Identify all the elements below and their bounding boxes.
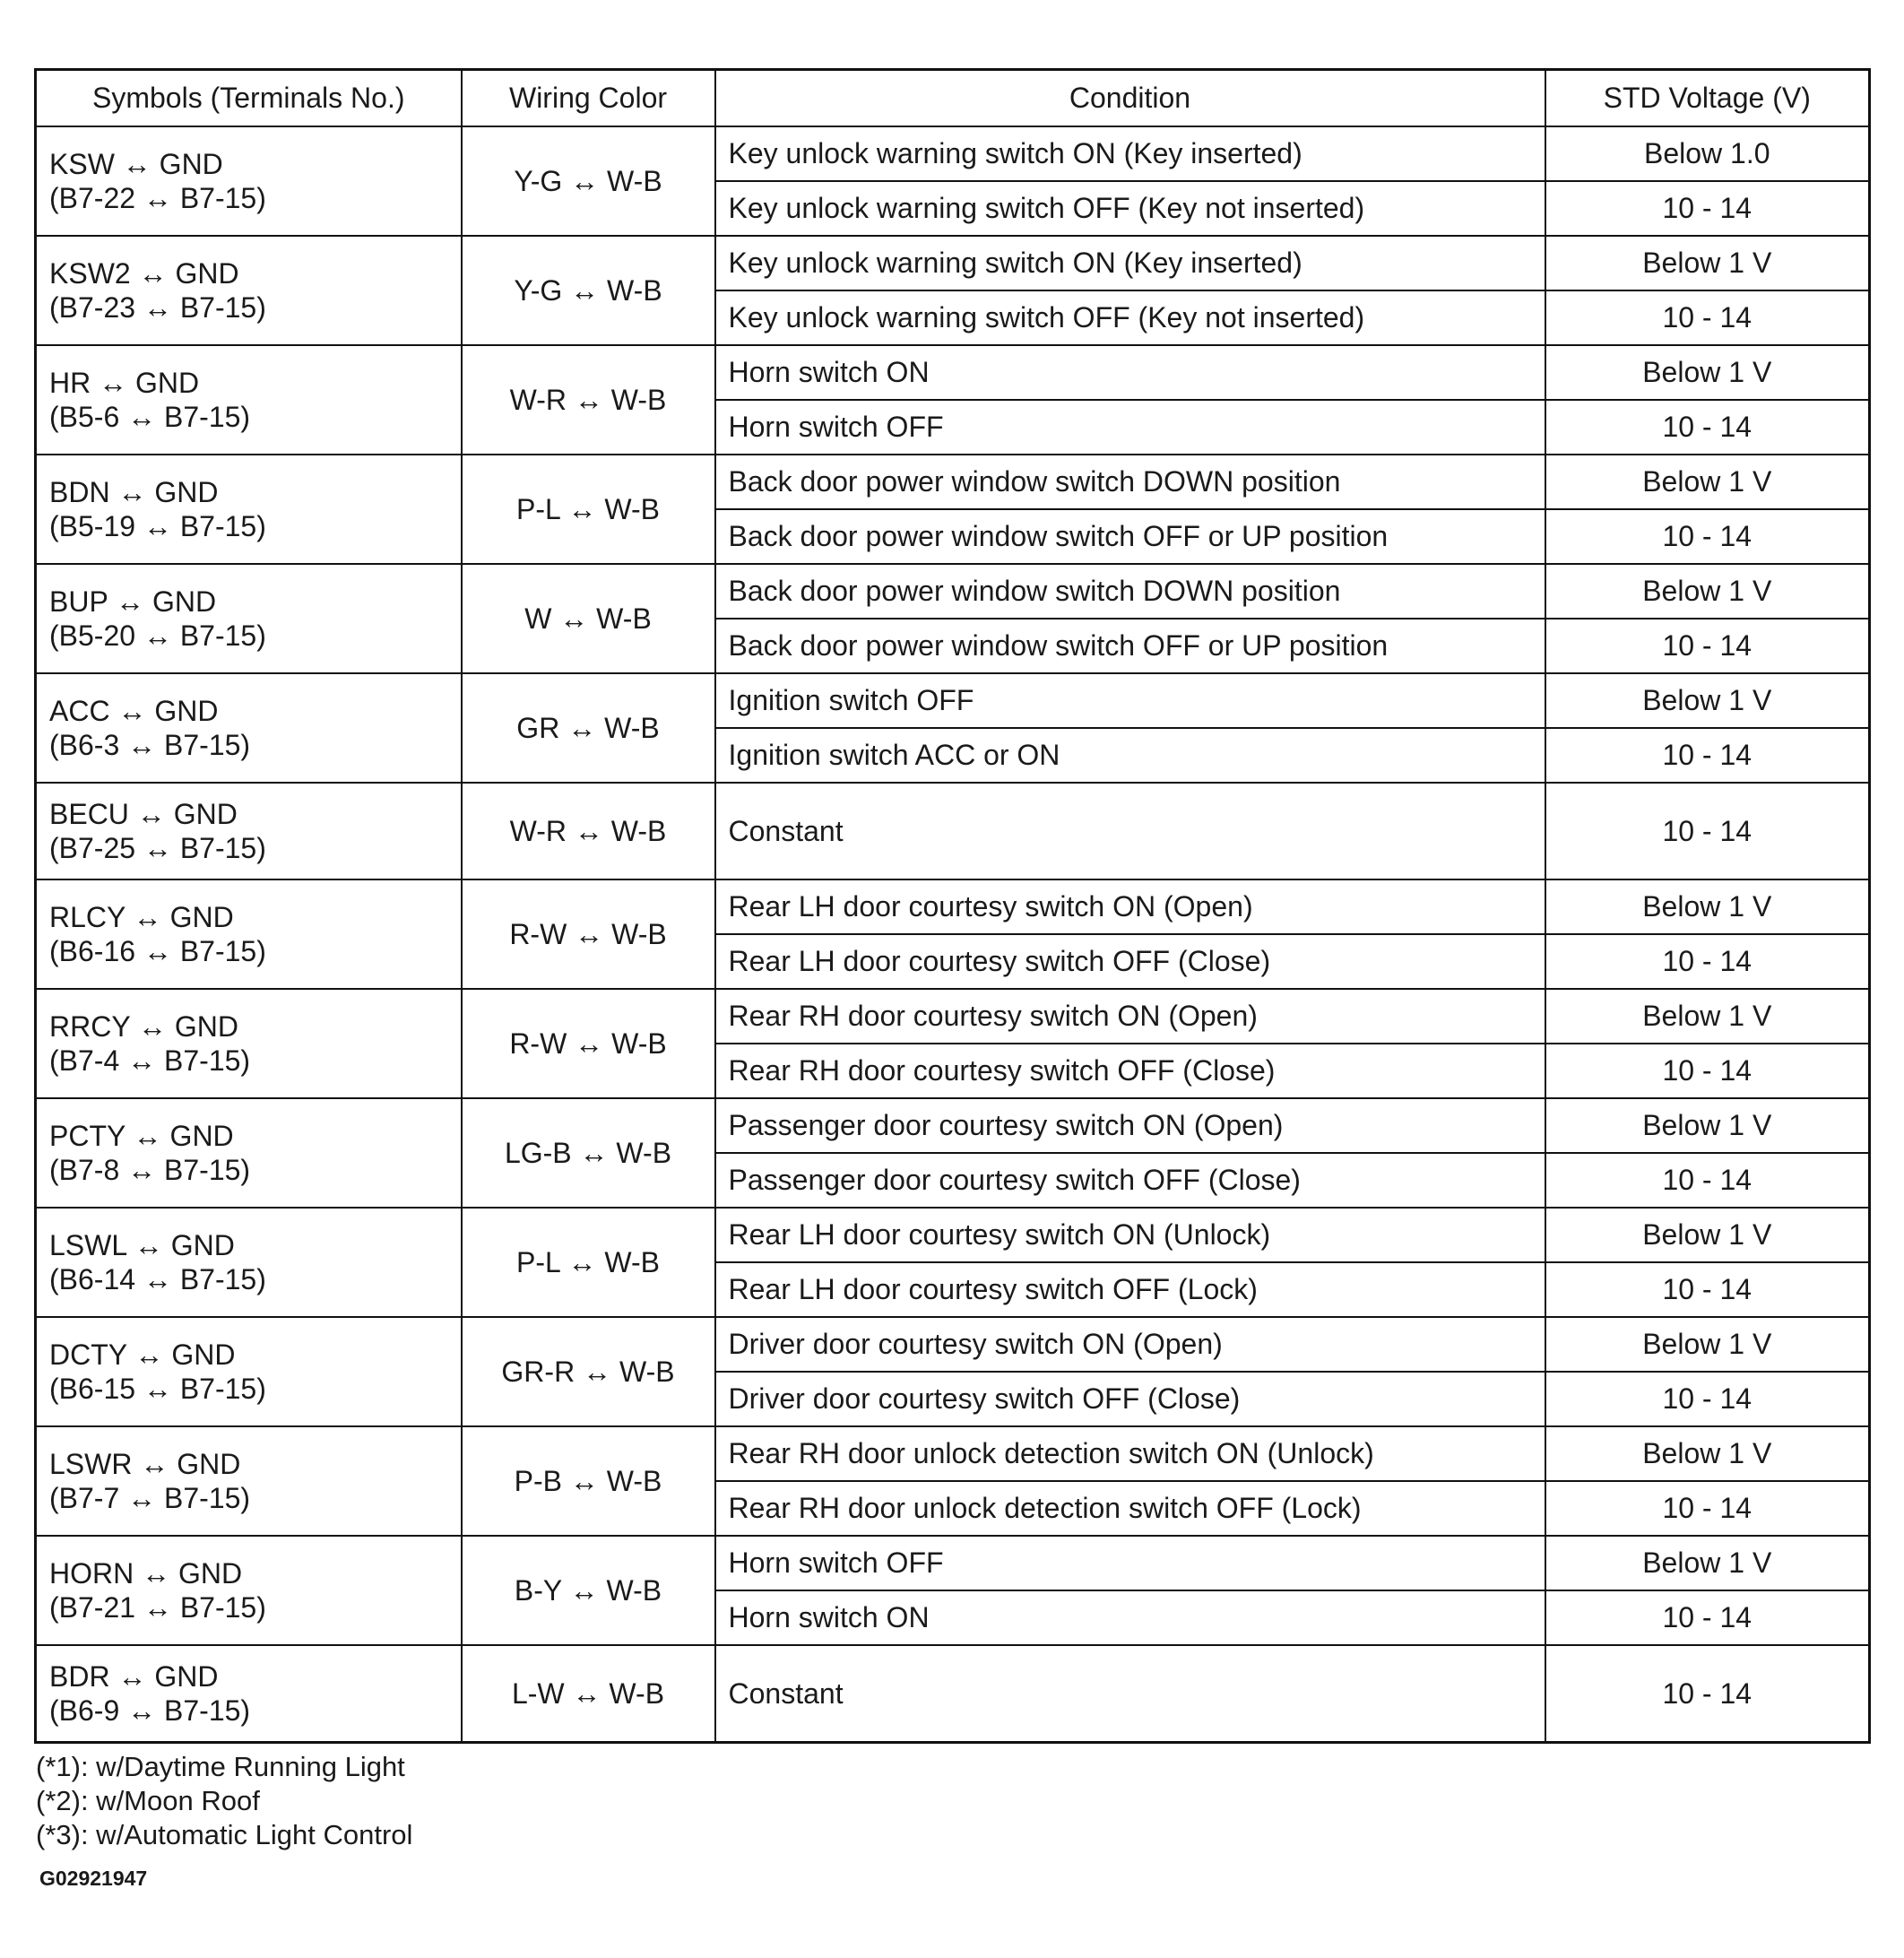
footnote: (*1): w/Daytime Running Light bbox=[36, 1751, 405, 1782]
wiring-color-cell: R-W ↔ W-B bbox=[462, 879, 715, 989]
voltage-cell: Below 1 V bbox=[1545, 673, 1870, 728]
voltage-cell: Below 1 V bbox=[1545, 236, 1870, 290]
condition-cell: Back door power window switch OFF or UP position bbox=[715, 619, 1545, 673]
voltage-cell: 10 - 14 bbox=[1545, 619, 1870, 673]
condition-cell: Driver door courtesy switch OFF (Close) bbox=[715, 1372, 1545, 1426]
condition-cell: Horn switch ON bbox=[715, 1590, 1545, 1645]
voltage-cell: 10 - 14 bbox=[1545, 400, 1870, 455]
symbol-name: KSW ↔ GND bbox=[49, 147, 223, 180]
symbol-name: HR ↔ GND bbox=[49, 366, 200, 399]
condition-cell: Rear RH door unlock detection switch ON (Unlock) bbox=[715, 1426, 1545, 1481]
symbol-cell bbox=[36, 1208, 462, 1317]
symbol-name: RLCY ↔ GND bbox=[49, 900, 234, 933]
voltage-cell: Below 1 V bbox=[1545, 455, 1870, 509]
voltage-cell: 10 - 14 bbox=[1545, 509, 1870, 564]
symbol-name: RRCY ↔ GND bbox=[49, 1009, 238, 1043]
wiring-color-cell: L-W ↔ W-B bbox=[462, 1645, 715, 1743]
table-header-row bbox=[36, 70, 1870, 127]
condition-cell: Rear LH door courtesy switch ON (Unlock) bbox=[715, 1208, 1545, 1262]
terminal-numbers: (B7-21 ↔ B7-15) bbox=[49, 1591, 266, 1624]
condition-cell: Back door power window switch DOWN position bbox=[715, 455, 1545, 509]
symbol-name: BECU ↔ GND bbox=[49, 797, 238, 830]
symbol-cell bbox=[36, 783, 462, 879]
header-symbols: Symbols (Terminals No.) bbox=[36, 70, 462, 127]
symbol-cell bbox=[36, 989, 462, 1098]
terminal-numbers: (B5-19 ↔ B7-15) bbox=[49, 510, 266, 542]
voltage-cell: 10 - 14 bbox=[1545, 1481, 1870, 1536]
terminal-numbers: (B6-9 ↔ B7-15) bbox=[49, 1694, 251, 1727]
table-body bbox=[36, 126, 1870, 1743]
table-row bbox=[36, 1426, 1870, 1481]
condition-cell: Horn switch ON bbox=[715, 345, 1545, 400]
symbol-name: BUP ↔ GND bbox=[49, 585, 217, 618]
condition-cell: Back door power window switch OFF or UP position bbox=[715, 509, 1545, 564]
table-row bbox=[36, 989, 1870, 1044]
table-row bbox=[36, 126, 1870, 181]
table-row bbox=[36, 1317, 1870, 1372]
header-std-voltage: STD Voltage (V) bbox=[1545, 70, 1870, 127]
condition-cell: Rear RH door courtesy switch OFF (Close) bbox=[715, 1044, 1545, 1098]
image-code: G02921947 bbox=[39, 1867, 148, 1890]
symbol-cell bbox=[36, 126, 462, 236]
voltage-cell: Below 1 V bbox=[1545, 1098, 1870, 1153]
voltage-cell: Below 1 V bbox=[1545, 1426, 1870, 1481]
voltage-cell: Below 1 V bbox=[1545, 1317, 1870, 1372]
footnote: (*3): w/Automatic Light Control bbox=[36, 1819, 413, 1850]
wiring-color-cell: P-L ↔ W-B bbox=[462, 1208, 715, 1317]
terminal-numbers: (B5-20 ↔ B7-15) bbox=[49, 619, 266, 652]
voltage-cell: 10 - 14 bbox=[1545, 1262, 1870, 1317]
symbol-name: PCTY ↔ GND bbox=[49, 1119, 234, 1152]
table-row bbox=[36, 455, 1870, 509]
voltage-cell: Below 1 V bbox=[1545, 989, 1870, 1044]
table-row bbox=[36, 1536, 1870, 1590]
symbol-cell bbox=[36, 1317, 462, 1426]
voltage-cell: Below 1 V bbox=[1545, 564, 1870, 619]
terminal-numbers: (B7-7 ↔ B7-15) bbox=[49, 1482, 251, 1514]
symbol-cell bbox=[36, 673, 462, 783]
voltage-cell: 10 - 14 bbox=[1545, 290, 1870, 345]
wiring-color-cell: GR-R ↔ W-B bbox=[462, 1317, 715, 1426]
voltage-cell: 10 - 14 bbox=[1545, 181, 1870, 236]
wiring-color-cell: LG-B ↔ W-B bbox=[462, 1098, 715, 1208]
terminal-numbers: (B6-3 ↔ B7-15) bbox=[49, 729, 251, 761]
terminal-numbers: (B6-14 ↔ B7-15) bbox=[49, 1263, 266, 1295]
condition-cell: Back door power window switch DOWN position bbox=[715, 564, 1545, 619]
symbol-cell bbox=[36, 564, 462, 673]
table-row bbox=[36, 1208, 1870, 1262]
symbol-name: DCTY ↔ GND bbox=[49, 1338, 236, 1371]
symbol-cell bbox=[36, 455, 462, 564]
wiring-color-cell: W ↔ W-B bbox=[462, 564, 715, 673]
condition-cell: Driver door courtesy switch ON (Open) bbox=[715, 1317, 1545, 1372]
symbol-name: KSW2 ↔ GND bbox=[49, 256, 239, 290]
wiring-color-cell: Y-G ↔ W-B bbox=[462, 236, 715, 345]
condition-cell: Rear RH door courtesy switch ON (Open) bbox=[715, 989, 1545, 1044]
condition-cell: Ignition switch ACC or ON bbox=[715, 728, 1545, 783]
wiring-color-cell: P-L ↔ W-B bbox=[462, 455, 715, 564]
voltage-cell: Below 1.0 bbox=[1545, 126, 1870, 181]
header-condition: Condition bbox=[715, 70, 1545, 127]
voltage-cell: Below 1 V bbox=[1545, 879, 1870, 934]
symbol-cell bbox=[36, 1645, 462, 1743]
terminal-numbers: (B7-8 ↔ B7-15) bbox=[49, 1154, 251, 1186]
wiring-color-cell: R-W ↔ W-B bbox=[462, 989, 715, 1098]
voltage-cell: 10 - 14 bbox=[1545, 1153, 1870, 1208]
table-row bbox=[36, 879, 1870, 934]
condition-cell: Horn switch OFF bbox=[715, 400, 1545, 455]
condition-cell: Key unlock warning switch OFF (Key not inserted) bbox=[715, 181, 1545, 236]
voltage-cell: Below 1 V bbox=[1545, 1208, 1870, 1262]
voltage-cell: 10 - 14 bbox=[1545, 934, 1870, 989]
header-wiring-color: Wiring Color bbox=[462, 70, 715, 127]
wiring-color-cell: B-Y ↔ W-B bbox=[462, 1536, 715, 1645]
wiring-color-cell: P-B ↔ W-B bbox=[462, 1426, 715, 1536]
footnotes bbox=[36, 1750, 412, 1852]
voltage-cell: 10 - 14 bbox=[1545, 1645, 1870, 1743]
symbol-name: ACC ↔ GND bbox=[49, 694, 219, 727]
wiring-color-cell: GR ↔ W-B bbox=[462, 673, 715, 783]
voltage-cell: 10 - 14 bbox=[1545, 783, 1870, 879]
terminal-numbers: (B7-4 ↔ B7-15) bbox=[49, 1044, 251, 1077]
voltage-cell: Below 1 V bbox=[1545, 345, 1870, 400]
table-row bbox=[36, 1645, 1870, 1743]
terminal-numbers: (B7-23 ↔ B7-15) bbox=[49, 291, 266, 324]
symbol-name: LSWR ↔ GND bbox=[49, 1447, 241, 1480]
condition-cell: Rear RH door unlock detection switch OFF (Lock) bbox=[715, 1481, 1545, 1536]
condition-cell: Passenger door courtesy switch ON (Open) bbox=[715, 1098, 1545, 1153]
symbol-cell bbox=[36, 345, 462, 455]
footnote: (*2): w/Moon Roof bbox=[36, 1785, 260, 1816]
symbol-name: LSWL ↔ GND bbox=[49, 1228, 235, 1261]
condition-cell: Horn switch OFF bbox=[715, 1536, 1545, 1590]
condition-cell: Key unlock warning switch ON (Key inserted) bbox=[715, 126, 1545, 181]
condition-cell: Constant bbox=[715, 783, 1545, 879]
symbol-cell bbox=[36, 1536, 462, 1645]
table-row bbox=[36, 236, 1870, 290]
condition-cell: Rear LH door courtesy switch OFF (Close) bbox=[715, 934, 1545, 989]
wiring-color-cell: Y-G ↔ W-B bbox=[462, 126, 715, 236]
condition-cell: Constant bbox=[715, 1645, 1545, 1743]
voltage-cell: 10 - 14 bbox=[1545, 1372, 1870, 1426]
condition-cell: Rear LH door courtesy switch ON (Open) bbox=[715, 879, 1545, 934]
symbol-cell bbox=[36, 1426, 462, 1536]
symbol-cell bbox=[36, 236, 462, 345]
terminal-numbers: (B6-16 ↔ B7-15) bbox=[49, 935, 266, 967]
wiring-color-cell: W-R ↔ W-B bbox=[462, 783, 715, 879]
voltage-cell: 10 - 14 bbox=[1545, 1590, 1870, 1645]
symbol-cell bbox=[36, 1098, 462, 1208]
terminal-numbers: (B7-25 ↔ B7-15) bbox=[49, 832, 266, 864]
terminal-numbers: (B5-6 ↔ B7-15) bbox=[49, 401, 251, 433]
terminal-voltage-table bbox=[34, 68, 1871, 1744]
voltage-cell: 10 - 14 bbox=[1545, 1044, 1870, 1098]
voltage-cell: Below 1 V bbox=[1545, 1536, 1870, 1590]
symbol-name: BDR ↔ GND bbox=[49, 1659, 219, 1693]
wiring-color-cell: W-R ↔ W-B bbox=[462, 345, 715, 455]
terminal-numbers: (B6-15 ↔ B7-15) bbox=[49, 1373, 266, 1405]
symbol-name: HORN ↔ GND bbox=[49, 1556, 243, 1590]
condition-cell: Ignition switch OFF bbox=[715, 673, 1545, 728]
table-row bbox=[36, 783, 1870, 879]
voltage-cell: 10 - 14 bbox=[1545, 728, 1870, 783]
condition-cell: Rear LH door courtesy switch OFF (Lock) bbox=[715, 1262, 1545, 1317]
symbol-cell bbox=[36, 879, 462, 989]
symbol-name: BDN ↔ GND bbox=[49, 475, 219, 508]
condition-cell: Key unlock warning switch ON (Key inserted) bbox=[715, 236, 1545, 290]
condition-cell: Key unlock warning switch OFF (Key not inserted) bbox=[715, 290, 1545, 345]
table-row bbox=[36, 345, 1870, 400]
terminal-numbers: (B7-22 ↔ B7-15) bbox=[49, 182, 266, 214]
table-row bbox=[36, 564, 1870, 619]
condition-cell: Passenger door courtesy switch OFF (Close) bbox=[715, 1153, 1545, 1208]
table-row bbox=[36, 673, 1870, 728]
table-row bbox=[36, 1098, 1870, 1153]
